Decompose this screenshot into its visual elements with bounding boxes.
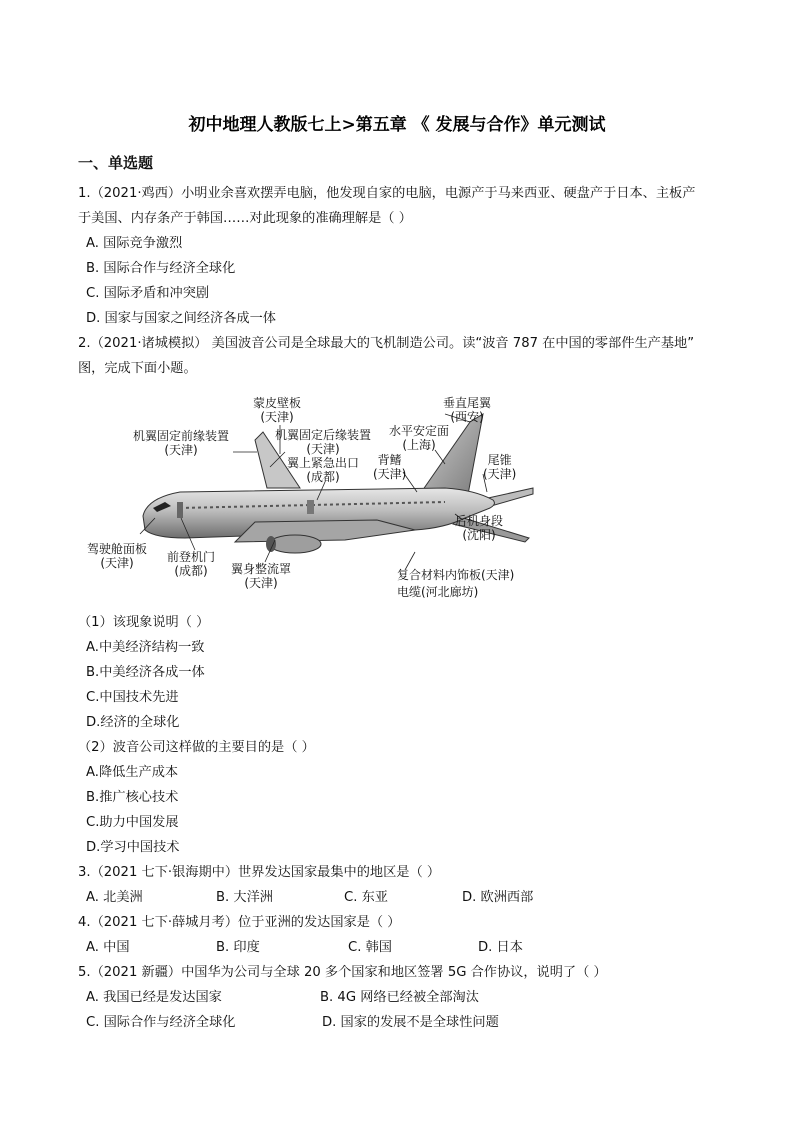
label-tail-cone-city: (天津) [483,467,517,481]
question-4-option-d: D. 日本 [478,940,523,955]
question-2-2-stem: （2）波音公司这样做的主要目的是（ ） [78,740,315,755]
question-5-option-a: A. 我国已经是发达国家 [86,990,222,1005]
label-leading-edge-city: (天津) [164,443,198,457]
label-horizontal-stabilizer: 水平安定面 [389,424,450,438]
question-4-option-c: C. 韩国 [348,940,392,955]
question-2-2-option-a: A.降低生产成本 [86,765,179,780]
label-emergency-exit-city: (成都) [306,470,340,484]
label-cable: 电缆(河北廊坊) [397,585,479,599]
question-5-option-b: B. 4G 网络已经被全部淘汰 [320,990,479,1005]
label-trailing-edge: 机翼固定后缘装置 [275,428,372,442]
question-5-option-d: D. 国家的发展不是全球性问题 [322,1015,499,1030]
question-2-1-option-b: B.中美经济各成一体 [86,665,205,680]
question-2-2-option-d: D.学习中国技术 [86,840,180,855]
question-2-stem-line2: 图，完成下面小题。 [78,361,197,376]
question-1-stem-line2: 于美国、内存条产于韩国……对此现象的准确理解是（ ） [78,211,412,226]
label-front-door: 前登机门 [167,550,216,564]
question-4-stem: 4.（2021 七下·薛城月考）位于亚洲的发达国家是（ ） [78,915,401,930]
question-3-option-d: D. 欧洲西部 [462,890,534,905]
question-3-option-a: A. 北美洲 [86,890,143,905]
question-1-option-b: B. 国际合作与经济全球化 [86,261,236,276]
question-1-option-d: D. 国家与国家之间经济各成一体 [86,311,276,326]
question-2-2-option-c: C.助力中国发展 [86,815,179,830]
question-1-stem-line1: 1.（2021·鸡西）小明业余喜欢摆弄电脑，他发现自家的电脑，电源产于马来西亚、硬盘产于日本、主板产 [78,186,696,201]
document-title: 初中地理人教版七上>第五章 《 发展与合作》单元测试 [188,115,606,135]
label-aft-fuselage: 后机身段 [455,514,504,528]
label-cockpit-panel: 驾驶舱面板 [87,542,148,556]
question-1-option-c: C. 国际矛盾和冲突剧 [86,286,210,301]
label-dorsal-fin: 背鳍 [377,453,402,467]
section-heading: 一、单选题 [78,154,154,172]
label-skin-panel-city: (天津) [260,410,294,424]
label-horizontal-stabilizer-city: (上海) [402,438,436,452]
label-wing-fairing: 翼身整流罩 [231,562,292,576]
question-2-stem-line1: 2.（2021·诸城模拟） 美国波音公司是全球最大的飞机制造公司。读“波音 787 在中国的零部件生产基地” [78,336,695,351]
question-2-1-option-c: C.中国技术先进 [86,690,179,705]
label-aft-fuselage-city: (沈阳) [462,528,496,542]
question-4-option-b: B. 印度 [216,940,260,955]
question-5-stem: 5.（2021 新疆）中国华为公司与全球 20 多个国家和地区签署 5G 合作协议，说明了（ ） [78,965,607,980]
question-1-option-a: A. 国际竞争激烈 [86,236,183,251]
label-composite-panel: 复合材料内饰板(天津) [397,568,515,582]
question-3-stem: 3.（2021 七下·银海期中）世界发达国家最集中的地区是（ ） [78,865,441,880]
label-vertical-tail: 垂直尾翼 [443,396,492,410]
label-emergency-exit: 翼上紧急出口 [287,456,360,470]
label-cockpit-panel-city: (天津) [100,556,134,570]
question-3-option-b: B. 大洋洲 [216,890,273,905]
question-2-1-stem: （1）该现象说明（ ） [78,615,210,630]
question-2-1-option-d: D.经济的全球化 [86,715,180,730]
label-dorsal-fin-city: (天津) [373,467,407,481]
question-5-option-c: C. 国际合作与经济全球化 [86,1015,236,1030]
label-skin-panel: 蒙皮壁板 [253,396,302,410]
question-4-option-a: A. 中国 [86,940,130,955]
question-2-2-option-b: B.推广核心技术 [86,790,179,805]
label-leading-edge: 机翼固定前缘装置 [133,429,230,443]
label-vertical-tail-city: (西安) [450,410,484,424]
boeing-787-figure [85,392,535,604]
question-2-1-option-a: A.中美经济结构一致 [86,640,205,655]
label-trailing-edge-city: (天津) [306,442,340,456]
label-front-door-city: (成都) [174,564,208,578]
label-wing-fairing-city: (天津) [244,576,278,590]
question-3-option-c: C. 东亚 [344,890,388,905]
label-tail-cone: 尾锥 [487,453,512,467]
